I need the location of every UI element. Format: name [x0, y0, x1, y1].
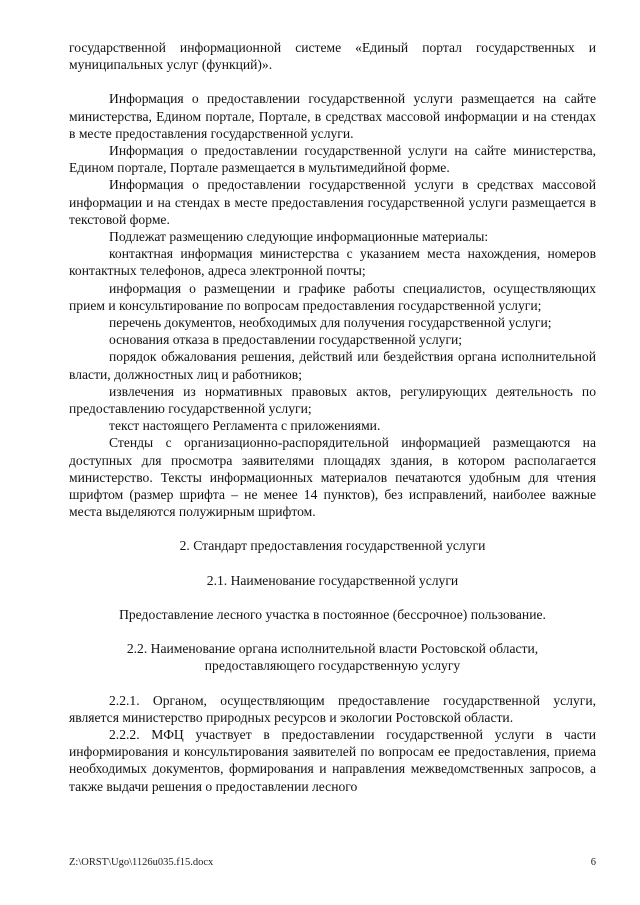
list-item: текст настоящего Регламента с приложениями. — [109, 418, 381, 434]
list-item: основания отказа в предоставлении государственной услуги; — [109, 332, 463, 348]
paragraph: 2.2.2. МФЦ участвует в предоставлении государственной услуги в части информирования и консультирования заявителей по вопросам ее предоставления, приема необходимых документов, формирования и направления межведомственных запросов, а также выдачи решения о предоставлении лесного — [69, 726, 596, 794]
subsection-heading-line: 2.2. Наименование органа исполнительной власти Ростовской области, — [126, 641, 539, 657]
paragraph: Информация о предоставлении государственной услуги в средствах массовой информации и на стендах в месте предоставления государственной услуги размещается в текстовой форме. — [69, 177, 596, 227]
list-item: информация о размещении и графике работы специалистов, осуществляющих прием и консультирование по вопросам предоставления государственной услуги; — [69, 280, 596, 313]
subsection-heading: 2.1. Наименование государственной услуги — [206, 572, 459, 588]
spacer — [69, 589, 596, 606]
paragraph: Предоставление лесного участка в постоянное (бессрочное) пользование. — [119, 606, 546, 622]
page-body — [69, 39, 596, 795]
subsection-heading-line: предоставляющего государственную услугу — [204, 658, 461, 674]
section-heading: 2. Стандарт предоставления государственной услуги — [179, 538, 486, 554]
paragraph: государственной информационной системе «Единый портал государственных и муниципальных услуг (функций)». — [69, 40, 596, 73]
page-number: 6 — [590, 857, 596, 868]
list-item: перечень документов, необходимых для получения государственной услуги; — [109, 315, 552, 331]
paragraph: Информация о предоставлении государственной услуги на сайте министерства, Едином портале, Портале размещается в мультимедийной форме. — [69, 143, 596, 176]
paragraph: Стенды с организационно-распорядительной информацией размещаются на доступных для просмотра заявителями площадях здания, в котором располагается министерство. Тексты информационных материалов печатаются удобным для чтения шрифтом (размер шрифта – не менее 14 пунктов), без исправлений, наиболее важные места выделяются полужирным шрифтом. — [69, 435, 596, 520]
paragraph: 2.2.1. Органом, осуществляющим предоставление государственной услуги, является министерство природных ресурсов и экологии Ростовской области. — [69, 692, 596, 725]
spacer — [69, 73, 596, 90]
spacer — [69, 520, 596, 537]
file-path: Z:\ORST\Ugo\1126u035.f15.docx — [69, 857, 214, 868]
list-item: контактная информация министерства с указанием места нахождения, номеров контактных телефонов, адреса электронной почты; — [69, 246, 596, 279]
spacer — [69, 555, 596, 572]
list-item: порядок обжалования решения, действий или бездействия органа исполнительной власти, должностных лиц и работников; — [69, 349, 596, 382]
spacer — [69, 675, 596, 692]
spacer — [69, 623, 596, 640]
paragraph: Подлежат размещению следующие информационные материалы: — [109, 229, 489, 245]
paragraph: Информация о предоставлении государственной услуги размещается на сайте министерства, Едином портале, Портале, в средствах массовой информации и на стендах в месте предоставления государственной услуги. — [69, 91, 596, 141]
list-item: извлечения из нормативных правовых актов, регулирующих деятельность по предоставлению государственной услуги; — [69, 383, 596, 417]
